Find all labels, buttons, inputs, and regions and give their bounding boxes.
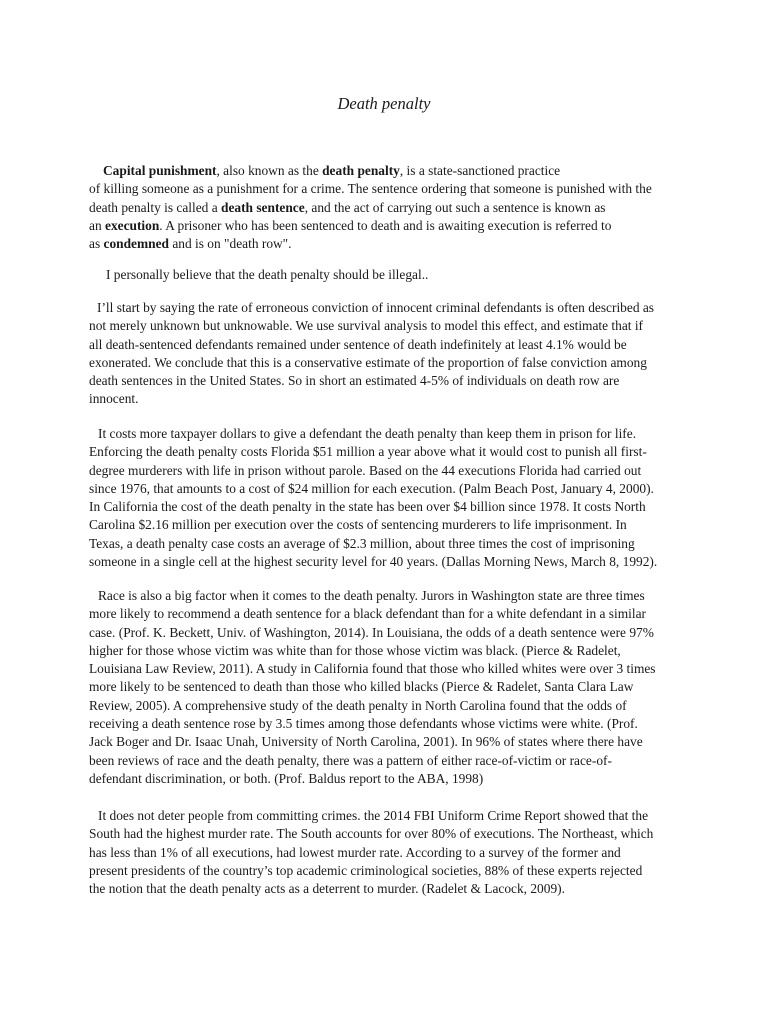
text-line: Capital punishment, also known as the death penalty, is a state-sanctioned practice	[103, 163, 561, 178]
text-line: In California the cost of the death penalty in the state has been over $4 billion since 1978. It costs North	[89, 499, 646, 515]
text-line: Race is also a big factor when it comes to the death penalty. Jurors in Washington state are three times	[98, 588, 645, 603]
text-line: South had the highest murder rate. The South accounts for over 80% of executions. The Northeast, which	[89, 826, 654, 842]
text-line: Louisiana Law Review, 2011). A study in California found that those who killed whites were over 3 times	[89, 661, 656, 677]
text-line: It costs more taxpayer dollars to give a defendant the death penalty than keep them in prison for life.	[98, 426, 637, 441]
text-line: someone in a single cell at the highest security level for 40 years. (Dallas Morning News, March 8, 1992).	[89, 554, 658, 570]
text-line: Review, 2005). A comprehensive study of the death penalty in North Carolina found that the odds of	[89, 697, 627, 713]
text-line: been reviews of race and the death penalty, there was a pattern of either race-of-victim or race-of-	[89, 752, 612, 768]
text-line: all death-sentenced defendants remained under sentence of death indefinitely at least 4.1% would be	[89, 336, 627, 352]
text-line: I’ll start by saying the rate of erroneous conviction of innocent criminal defendants is often described as	[97, 300, 655, 315]
opinion-paragraph	[89, 266, 689, 284]
body-paragraph-1	[89, 299, 689, 409]
text-line: degree murderers with life in prison without parole. Based on the 44 executions Florida had carried out	[89, 462, 642, 478]
term-capital-punishment: Capital punishment	[103, 163, 217, 178]
term-death-sentence: death sentence	[221, 199, 305, 215]
text-line: Enforcing the death penalty costs Florida $51 million a year above what it would cost to punish all first-	[89, 444, 647, 460]
document-title: Death penalty	[337, 94, 431, 113]
term-execution: execution	[105, 217, 160, 233]
text-line: defendant discrimination, or both. (Prof. Baldus report to the ABA, 1998)	[89, 770, 484, 786]
text-line: the notion that the death penalty acts as a deterrent to murder. (Radelet & Lacock, 2009).	[89, 881, 565, 897]
text-line: not merely unknown but unknowable. We use survival analysis to model this effect, and estimate that if	[89, 318, 644, 334]
text-line: case. (Prof. K. Beckett, Univ. of Washington, 2014). In Louisiana, the odds of a death sentence were 97%	[89, 624, 654, 640]
text-line: Carolina $2.16 million per execution over the costs of sentencing murderers to life imprisonment. In	[89, 517, 627, 533]
text-line: I personally believe that the death penalty should be illegal..	[106, 267, 429, 282]
body-paragraph-4	[89, 807, 689, 898]
text-line: innocent.	[89, 391, 139, 407]
text-line: exonerated. We conclude that this is a conservative estimate of the proportion of false conviction among	[89, 354, 647, 370]
text-line: of killing someone as a punishment for a crime. The sentence ordering that someone is punished with the	[89, 181, 652, 197]
body-paragraph-2	[89, 425, 689, 571]
text-line: present presidents of the country’s top academic criminological societies, 88% of these experts rejected	[89, 862, 643, 878]
term-death-penalty: death penalty	[322, 163, 400, 178]
text-line: an execution. A prisoner who has been sentenced to death and is awaiting execution is referred to	[89, 217, 612, 233]
text-line: more likely to recommend a death sentence for a black defendant than for a white defendant in a similar	[89, 606, 646, 622]
text-line: It does not deter people from committing crimes. the 2014 FBI Uniform Crime Report showed that the	[98, 808, 649, 823]
text-line: higher for those whose victim was white than for those whose victim was black. (Pierce & Radelet,	[89, 642, 621, 658]
text-line: Texas, a death penalty case costs an average of $2.3 million, about three times the cost of imprisoning	[89, 535, 635, 551]
text-line: receiving a death sentence rose by 3.5 times among those defendants whose victims were white. (Prof.	[89, 716, 638, 732]
text-line: as condemned and is on "death row".	[89, 236, 292, 252]
text-line: death penalty is called a death sentence, and the act of carrying out such a sentence is known as	[89, 199, 606, 215]
body-paragraph-3	[89, 587, 689, 788]
text-line: since 1976, that amounts to a cost of $24 million for each execution. (Palm Beach Post, January 4, 2000).	[89, 480, 654, 496]
intro-paragraph	[89, 162, 689, 253]
text-line: death sentences in the United States. So in short an estimated 4-5% of individuals on death row are	[89, 373, 620, 389]
text-line: Jack Boger and Dr. Isaac Unah, University of North Carolina, 2001). In 96% of states where there have	[89, 734, 643, 750]
text-line: more likely to be sentenced to death than those who killed blacks (Pierce & Radelet, Santa Clara Law	[89, 679, 634, 695]
text-line: has less than 1% of all executions, had lowest murder rate. According to a survey of the former and	[89, 844, 621, 860]
term-condemned: condemned	[103, 236, 169, 252]
